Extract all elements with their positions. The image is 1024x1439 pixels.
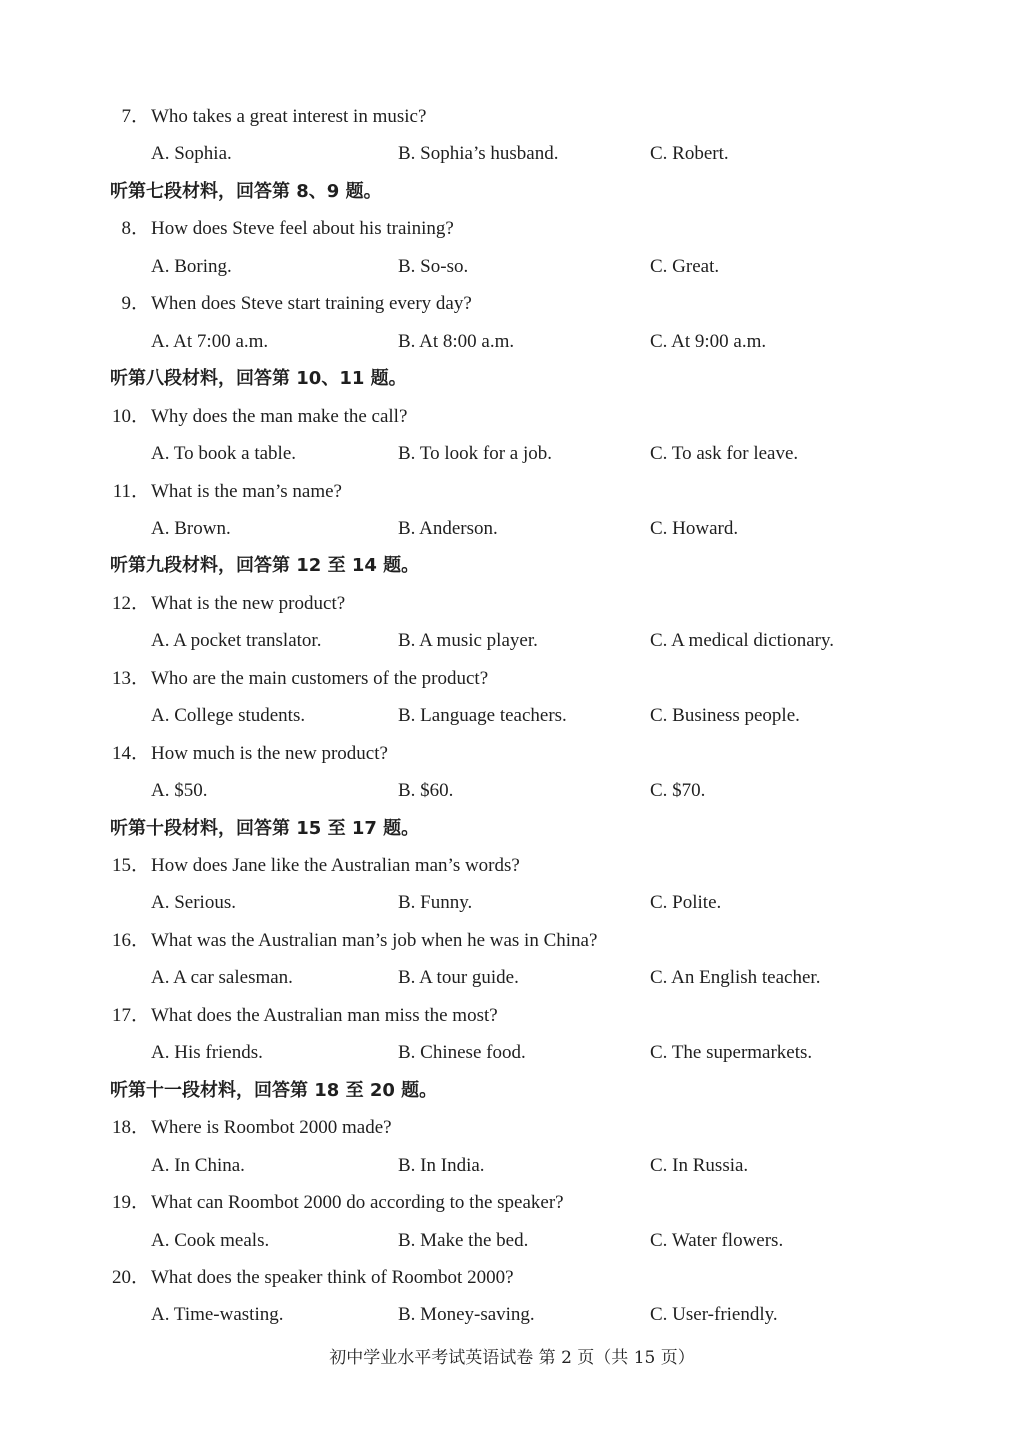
option-b: B. To look for a job. bbox=[398, 443, 553, 465]
question-line bbox=[0, 735, 1024, 772]
option-c: C. In Russia. bbox=[650, 1154, 749, 1176]
question-line bbox=[0, 98, 1024, 135]
question-line bbox=[0, 473, 1024, 510]
section-heading-line bbox=[0, 810, 1024, 847]
question-text: What can Roombot 2000 do according to the speaker? bbox=[151, 1192, 564, 1214]
option-b: B. Money-saving. bbox=[398, 1304, 535, 1326]
question-text: How does Steve feel about his training? bbox=[151, 218, 454, 240]
question-number: 7． bbox=[121, 106, 150, 127]
section-heading: 听第八段材料，回答第 10、11 题。 bbox=[110, 368, 407, 390]
question-line bbox=[0, 210, 1024, 247]
option-b: B. Chinese food. bbox=[398, 1042, 526, 1064]
section-heading-line bbox=[0, 547, 1024, 584]
section-heading: 听第七段材料，回答第 8、9 题。 bbox=[110, 180, 382, 202]
options-line bbox=[0, 1034, 1024, 1071]
option-c: C. Great. bbox=[650, 255, 720, 277]
option-b: B. A tour guide. bbox=[398, 967, 519, 989]
question-number: 15． bbox=[111, 855, 150, 876]
question-number: 9． bbox=[121, 293, 150, 315]
option-a: A. Time-wasting. bbox=[151, 1304, 284, 1326]
option-a: A. Brown. bbox=[151, 517, 231, 539]
section-heading-line bbox=[0, 1072, 1024, 1109]
question-line bbox=[0, 660, 1024, 697]
question-number: 16． bbox=[111, 929, 150, 951]
question-number: 13． bbox=[111, 667, 150, 689]
option-a: A. To book a table. bbox=[151, 443, 297, 465]
question-line bbox=[0, 398, 1024, 435]
options-line bbox=[0, 622, 1024, 659]
option-a: A. In China. bbox=[151, 1154, 245, 1176]
option-c: C. The supermarkets. bbox=[650, 1042, 813, 1064]
question-text: When does Steve start training every day? bbox=[151, 293, 472, 315]
option-a: A. Sophia. bbox=[151, 143, 232, 165]
option-b: B. At 8:00 a.m. bbox=[398, 330, 515, 352]
question-text: What was the Australian man’s job when he was in China? bbox=[151, 929, 598, 951]
question-line bbox=[0, 1184, 1024, 1221]
option-a: A. At 7:00 a.m. bbox=[151, 330, 269, 352]
question-line bbox=[0, 847, 1024, 884]
question-number: 12． bbox=[111, 592, 150, 614]
options-line bbox=[0, 1296, 1024, 1333]
option-b: B. Sophia’s husband. bbox=[398, 143, 559, 165]
option-c: C. Robert. bbox=[650, 143, 729, 165]
option-c: C. At 9:00 a.m. bbox=[650, 330, 767, 352]
option-a: A. A car salesman. bbox=[151, 967, 293, 989]
option-c: C. A medical dictionary. bbox=[650, 630, 834, 652]
option-b: B. So-so. bbox=[398, 255, 469, 277]
option-a: A. Cook meals. bbox=[151, 1229, 270, 1251]
question-line bbox=[0, 1259, 1024, 1296]
options-line bbox=[0, 323, 1024, 360]
option-a: A. A pocket translator. bbox=[151, 630, 322, 652]
question-text: Who takes a great interest in music? bbox=[151, 106, 427, 127]
option-b: B. Funny. bbox=[398, 892, 473, 914]
question-text: Why does the man make the call? bbox=[151, 405, 408, 427]
question-text: What does the Australian man miss the most? bbox=[151, 1004, 498, 1026]
option-c: C. Water flowers. bbox=[650, 1229, 784, 1251]
option-b: B. A music player. bbox=[398, 630, 538, 652]
question-number: 18． bbox=[111, 1117, 150, 1139]
question-number: 20． bbox=[111, 1266, 150, 1288]
question-text: How does Jane like the Australian man’s words? bbox=[151, 855, 520, 876]
options-line bbox=[0, 135, 1024, 172]
question-number: 8． bbox=[121, 218, 150, 240]
section-heading: 听第九段材料，回答第 12 至 14 题。 bbox=[110, 555, 420, 577]
question-number: 19． bbox=[111, 1192, 150, 1214]
option-b: B. Anderson. bbox=[398, 517, 498, 539]
section-heading-line bbox=[0, 173, 1024, 210]
options-line bbox=[0, 772, 1024, 809]
option-c: C. Polite. bbox=[650, 892, 722, 914]
option-b: B. In India. bbox=[398, 1154, 485, 1176]
options-line bbox=[0, 884, 1024, 921]
question-text: Where is Roombot 2000 made? bbox=[151, 1117, 392, 1139]
question-number: 11． bbox=[112, 480, 150, 502]
options-line bbox=[0, 697, 1024, 734]
options-line bbox=[0, 248, 1024, 285]
option-a: A. $50. bbox=[151, 780, 208, 802]
options-line bbox=[0, 1222, 1024, 1259]
option-b: B. Make the bed. bbox=[398, 1229, 529, 1251]
question-line bbox=[0, 1109, 1024, 1146]
options-line bbox=[0, 959, 1024, 996]
options-line bbox=[0, 435, 1024, 472]
option-c: C. Business people. bbox=[650, 705, 800, 727]
option-c: C. Howard. bbox=[650, 517, 739, 539]
question-number: 14． bbox=[111, 742, 150, 764]
question-line bbox=[0, 922, 1024, 959]
option-c: C. User-friendly. bbox=[650, 1304, 778, 1326]
question-line bbox=[0, 997, 1024, 1034]
option-b: B. Language teachers. bbox=[398, 705, 567, 727]
question-line bbox=[0, 285, 1024, 322]
section-heading-line bbox=[0, 360, 1024, 397]
section-heading: 听第十段材料，回答第 15 至 17 题。 bbox=[110, 817, 420, 839]
question-text: Who are the main customers of the product? bbox=[151, 667, 489, 689]
option-b: B. $60. bbox=[398, 780, 454, 802]
options-line bbox=[0, 1147, 1024, 1184]
question-text: How much is the new product? bbox=[151, 742, 388, 764]
page-footer: 初中学业水平考试英语试卷 第 2 页（共 15 页） bbox=[329, 1348, 695, 1368]
option-c: C. An English teacher. bbox=[650, 967, 821, 989]
option-c: C. $70. bbox=[650, 780, 706, 802]
question-text: What does the speaker think of Roombot 2000? bbox=[151, 1266, 514, 1288]
option-a: A. Boring. bbox=[151, 255, 232, 277]
options-line bbox=[0, 510, 1024, 547]
option-c: C. To ask for leave. bbox=[650, 443, 799, 465]
option-a: A. His friends. bbox=[151, 1042, 263, 1064]
question-line bbox=[0, 585, 1024, 622]
question-number: 17． bbox=[111, 1004, 150, 1026]
question-number: 10． bbox=[111, 405, 150, 427]
section-heading: 听第十一段材料，回答第 18 至 20 题。 bbox=[110, 1079, 438, 1101]
option-a: A. Serious. bbox=[151, 892, 236, 914]
question-text: What is the new product? bbox=[151, 592, 346, 614]
question-text: What is the man’s name? bbox=[151, 480, 342, 502]
option-a: A. College students. bbox=[151, 705, 306, 727]
